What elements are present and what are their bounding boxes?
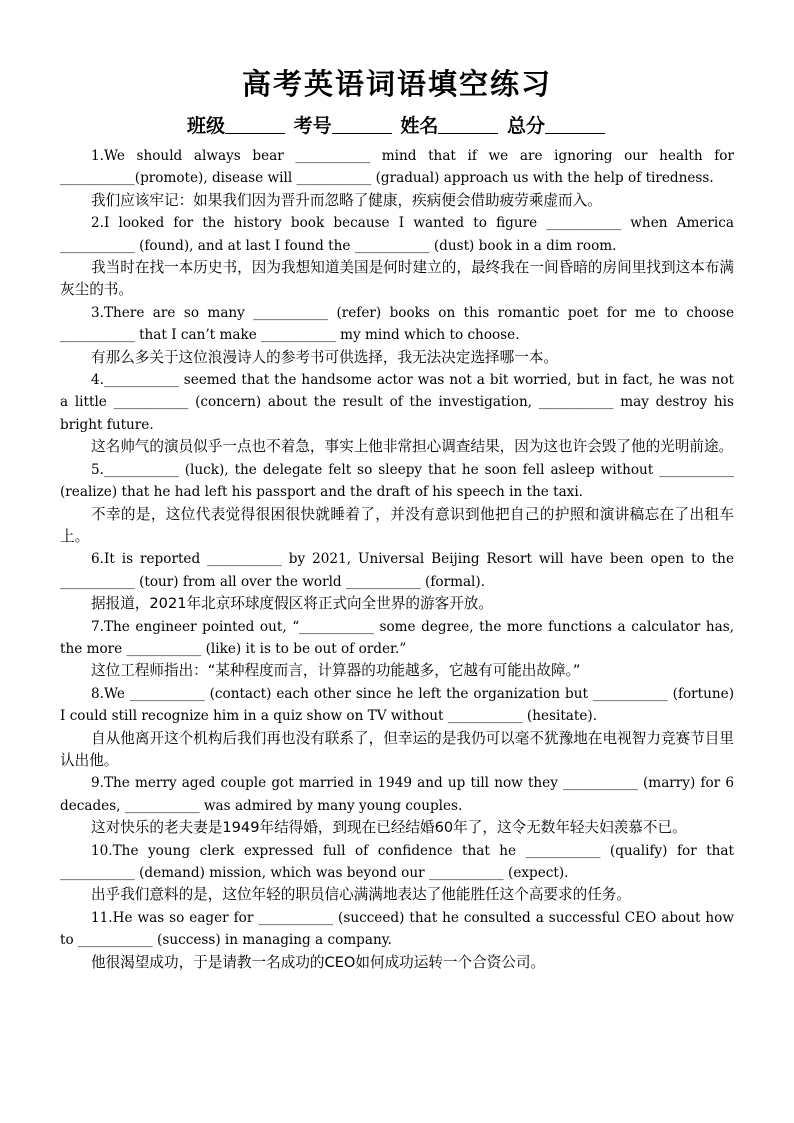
question-6-english: 6.It is reported ___________ by 2021, Universal Beijing Resort will have been open to the ___________ (tour) from all over the world ___________ (formal). (60, 551, 734, 590)
question-3-english: 3.There are so many ___________ (refer) books on this romantic poet for me to choose ___________ that I can’t make ___________ my mind which to choose. (60, 304, 734, 344)
question-8-chinese: 自从他离开这个机构后我们再也没有联系了，但幸运的是我仍可以毫不犹豫地在电视智力竞赛节目里认出他。 (60, 729, 734, 769)
name-label: 姓名 (400, 115, 439, 137)
question-10-english: 10.The young clerk expressed full of confidence that he ___________ (qualify) for that ___________ (demand) mission, which was beyond our ___________ (expect). (60, 842, 734, 881)
question-2-chinese: 我当时在找一本历史书，因为我想知道美国是何时建立的，最终我在一间昏暗的房间里找到这本布满灰尘的书。 (60, 259, 734, 299)
question-6-chinese: 据报道，2021年北京环球度假区将正式向全世界的游客开放。 (91, 595, 493, 613)
total-score-blank (545, 115, 605, 134)
exercise-list (60, 145, 734, 974)
question-5-chinese: 不幸的是，这位代表觉得很困很快就睡着了，并没有意识到他把自己的护照和演讲稿忘在了出租车上。 (60, 505, 734, 545)
question-5-english: 5.___________ (luck), the delegate felt so sleepy that he soon fell asleep without ___________ (realize) that he had left his passport and the draft of his speech in the taxi. (60, 461, 734, 501)
exam-number-label: 考号 (293, 115, 332, 137)
class-blank (225, 115, 285, 134)
question-1-english: 1.We should always bear ___________ mind that if we are ignoring our health for ___________(promote), disease will ___________ (gradual) approach us with the help of tiredness. (60, 148, 734, 187)
question-3-chinese: 有那么多关于这位浪漫诗人的参考书可供选择，我无法决定选择哪一本。 (91, 348, 559, 366)
question-2-english: 2.I looked for the history book because I wanted to figure ___________ when America ___________ (found), and at last I found the ___________ (dust) book in a dim room. (60, 215, 734, 254)
total-score-label: 总分 (506, 115, 545, 137)
question-7-english: 7.The engineer pointed out, “___________ some degree, the more functions a calculator has, the more ___________ (like) it is to be out of order.” (60, 618, 734, 657)
question-7-chinese: 这位工程师指出：“某种程度而言，计算器的功能越多，它越有可能出故障。” (91, 662, 581, 680)
question-8-english: 8.We ___________ (contact) each other since he left the organization but ___________ (fortune) I could still recognize him in a quiz show on TV without ___________ (hesitate). (60, 685, 734, 725)
class-label: 班级 (187, 115, 226, 137)
question-11-chinese: 他很渴望成功，于是请教一名成功的CEO如何成功运转一个合资公司。 (91, 953, 546, 971)
question-10-chinese: 出乎我们意料的是，这位年轻的职员信心满满地表达了他能胜任这个高要求的任务。 (91, 886, 631, 904)
question-9-chinese: 这对快乐的老夫妻是1949年结得婚，到现在已经结婚60年了，这令无数年轻夫妇羡慕不已。 (91, 819, 687, 837)
student-info-line (0, 111, 794, 138)
question-1-chinese: 我们应该牢记：如果我们因为晋升而忽略了健康，疾病便会借助疲劳乘虚而入。 (91, 191, 602, 209)
question-4-chinese: 这名帅气的演员似乎一点也不着急，事实上他非常担心调查结果，因为这也许会毁了他的光明前途。 (91, 438, 734, 456)
exam-number-blank (332, 115, 392, 134)
name-blank (438, 115, 498, 134)
page-title: 高考英语词语填空练习 (241, 67, 552, 101)
question-9-english: 9.The merry aged couple got married in 1949 and up till now they ___________ (marry) for 6 decades, ___________ was admired by many young couples. (60, 775, 734, 814)
question-11-english: 11.He was so eager for ___________ (succeed) that he consulted a successful CEO about how to ___________ (success) in managing a company. (60, 909, 734, 949)
question-4-english: 4.___________ seemed that the handsome actor was not a bit worried, but in fact, he was not a little ___________ (concern) about the result of the investigation, ___________ may destroy his bright future. (60, 372, 734, 433)
